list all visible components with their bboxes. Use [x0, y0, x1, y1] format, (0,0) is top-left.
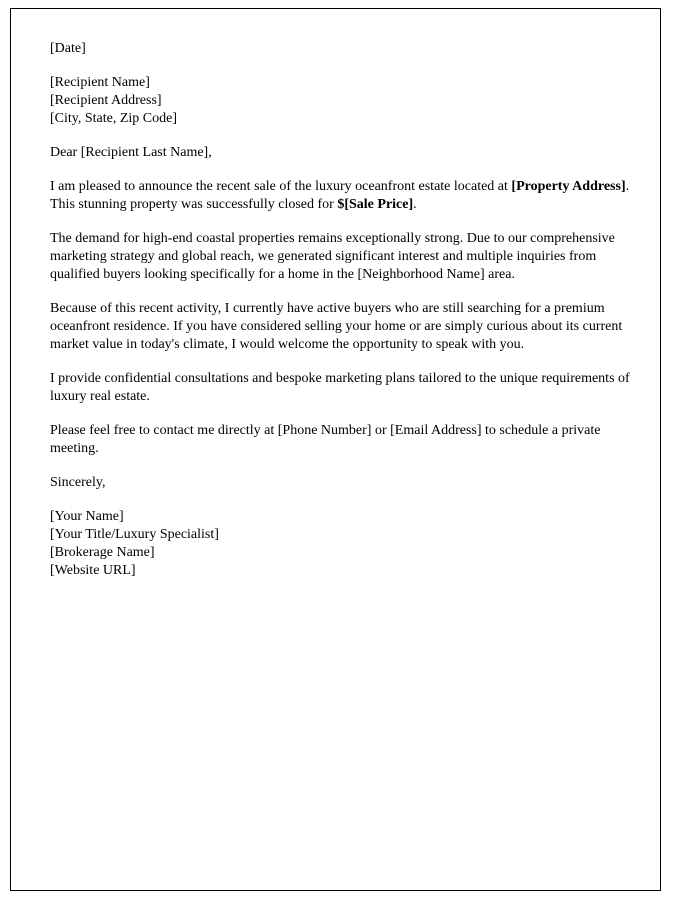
paragraph-sale-part2: . This stunning property was successfully closed for: [50, 179, 630, 212]
signature-website-line: [Website URL]: [50, 563, 136, 578]
letter-page: [10, 8, 661, 891]
paragraph-services: I provide confidential consultations and bespoke marketing plans tailored to the unique requirements of luxury real estate.: [50, 371, 630, 404]
recipient-city-state-zip-line: [City, State, Zip Code]: [50, 111, 178, 126]
paragraph-market-demand: The demand for high-end coastal properties remains exceptionally strong. Due to our comprehensive marketing strategy and global reach, we generated significant interest and multiple inquiries from qualified buyers looking specifically for a home in the [Neighborhood Name] area.: [50, 231, 615, 282]
recipient-block: [50, 74, 630, 128]
paragraph-sale-part3: .: [413, 197, 417, 212]
recipient-address-line: [Recipient Address]: [50, 93, 162, 108]
paragraph-sale-part1: I am pleased to announce the recent sale of the luxury oceanfront estate located at: [50, 179, 512, 194]
paragraph-sale-announcement: [50, 178, 630, 214]
paragraph-contact-info: Please feel free to contact me directly at [Phone Number] or [Email Address] to schedule a private meeting.: [50, 423, 601, 456]
date-line: [Date]: [50, 41, 86, 56]
signature-name-line: [Your Name]: [50, 509, 124, 524]
signature-brokerage-line: [Brokerage Name]: [50, 545, 155, 560]
signature-title-line: [Your Title/Luxury Specialist]: [50, 527, 219, 542]
signature-block: [50, 508, 630, 580]
recipient-name-line: [Recipient Name]: [50, 75, 150, 90]
property-address-placeholder: [Property Address]: [511, 179, 626, 194]
closing-line: Sincerely,: [50, 475, 106, 490]
paragraph-active-buyers: Because of this recent activity, I currently have active buyers who are still searching for a premium oceanfront residence. If you have considered selling your home or are simply curious about its current market value in today's climate, I would welcome the opportunity to speak with you.: [50, 301, 623, 352]
sale-price-placeholder: $[Sale Price]: [337, 197, 414, 212]
salutation-line: Dear [Recipient Last Name],: [50, 145, 212, 160]
